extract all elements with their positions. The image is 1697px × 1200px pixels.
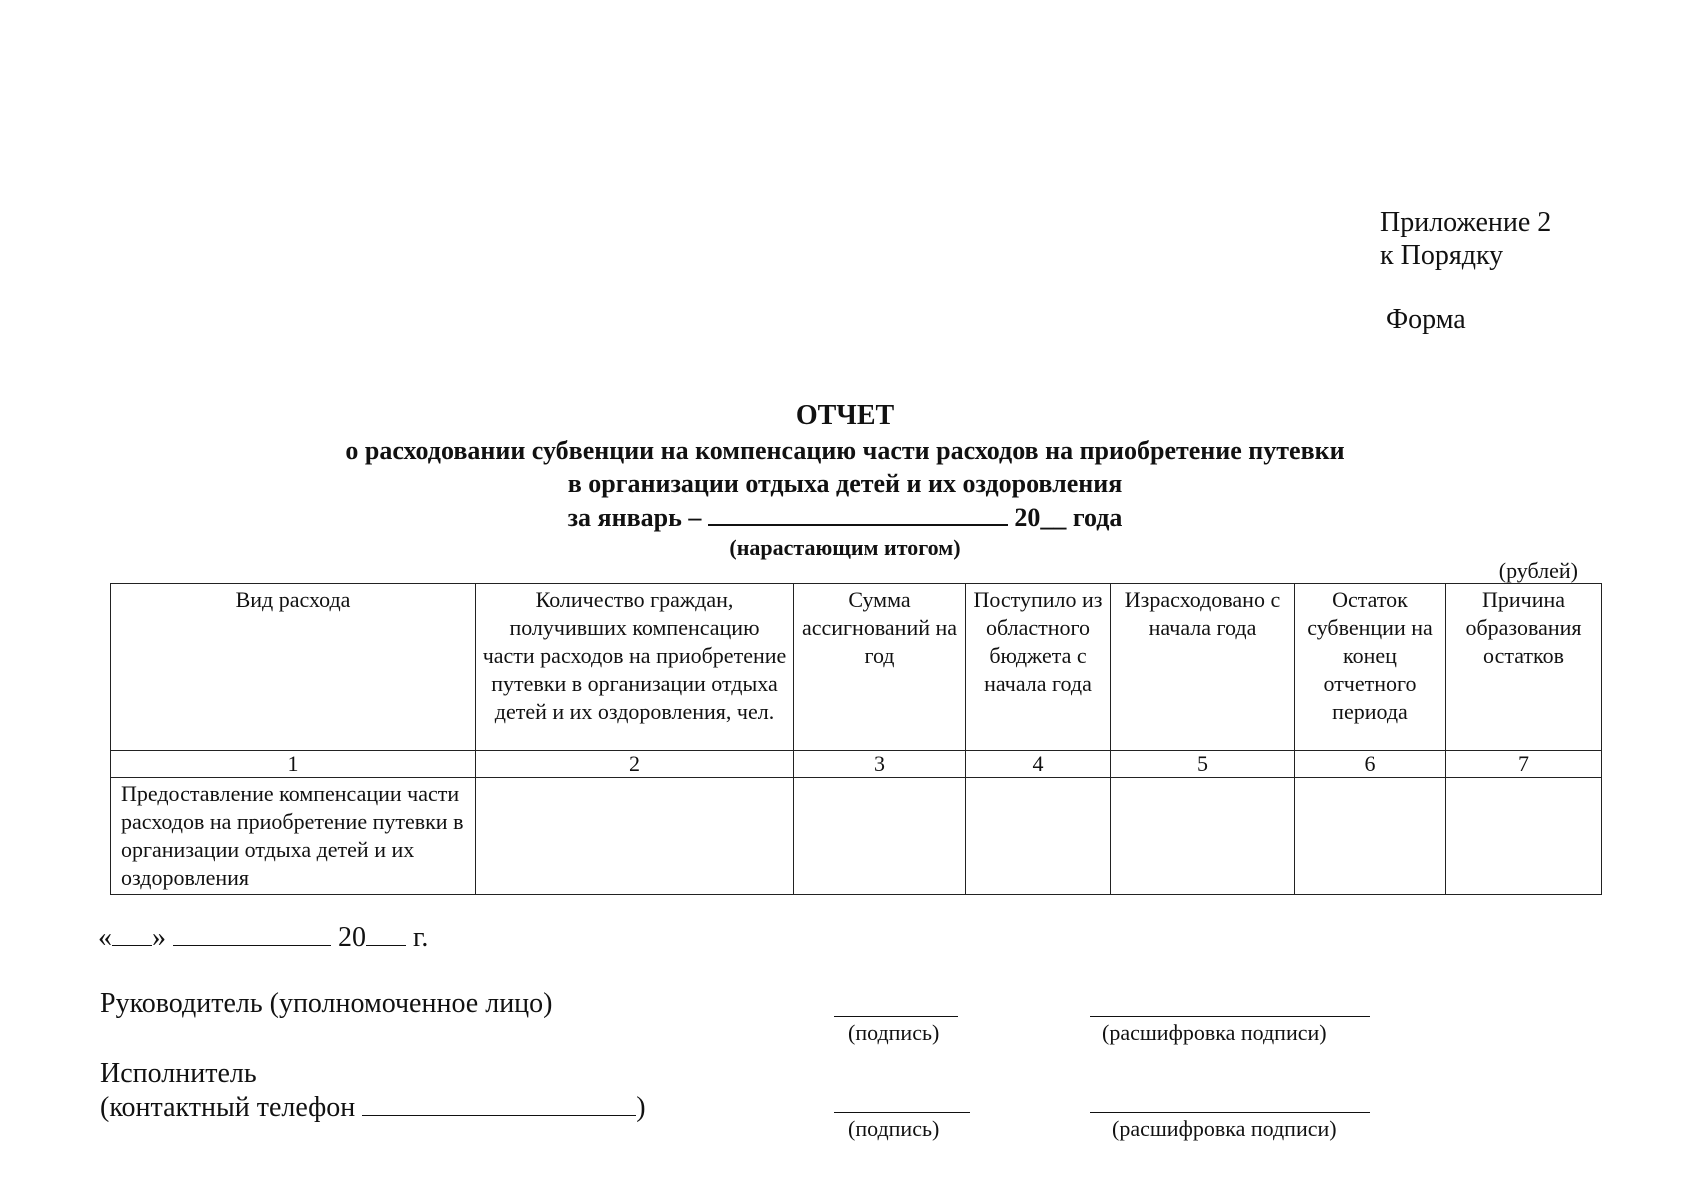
column-header: Израсходовано с начала года <box>1111 584 1295 751</box>
column-number: 1 <box>111 751 476 778</box>
report-heading: ОТЧЕТ <box>795 400 895 431</box>
units-note: (рублей) <box>1498 558 1578 583</box>
report-subtitle-line2: в организации отдыха детей и их оздоровления <box>567 469 1123 498</box>
date-day-blank[interactable] <box>112 923 152 946</box>
phone-label: (контактный телефон <box>100 1092 356 1123</box>
head-decoding-caption: (расшифровка подписи) <box>1102 1020 1327 1045</box>
form-label: Форма <box>1386 304 1466 335</box>
date-month-blank[interactable] <box>173 923 331 946</box>
column-header: Причина образования остатков <box>1446 584 1602 751</box>
expense-type-cell: Предоставление компенсации части расходов на приобретение путевки в организации отдыха детей и их оздоровления <box>111 778 476 895</box>
remaining-balance-cell[interactable] <box>1295 778 1446 895</box>
column-header: Вид расхода <box>111 584 476 751</box>
report-period <box>0 500 1690 534</box>
column-number: 7 <box>1446 751 1602 778</box>
head-signature-caption: (подпись) <box>848 1020 940 1045</box>
head-decoding-line[interactable] <box>1090 1016 1370 1017</box>
date-close-quote: » <box>152 922 166 953</box>
period-month-blank[interactable] <box>708 500 1008 526</box>
annual-allocation-cell[interactable] <box>794 778 966 895</box>
date-year-prefix: 20 <box>338 922 366 953</box>
column-number: 2 <box>476 751 794 778</box>
citizens-count-cell[interactable] <box>476 778 794 895</box>
column-header: Сумма ассигнований на год <box>794 584 966 751</box>
appendix-order: к Порядку <box>1380 240 1504 271</box>
balance-reason-cell[interactable] <box>1446 778 1602 895</box>
received-from-budget-cell[interactable] <box>966 778 1111 895</box>
cumulative-note: (нарастающим итогом) <box>729 535 961 560</box>
executor-label: Исполнитель <box>100 1058 257 1089</box>
report-table <box>110 583 1602 895</box>
column-header: Поступило из областного бюджета с начала года <box>966 584 1111 751</box>
head-label: Руководитель (уполномоченное лицо) <box>100 988 553 1019</box>
phone-close: ) <box>636 1092 646 1123</box>
date-year-suffix: г. <box>413 922 429 953</box>
period-year: 20__ года <box>1014 503 1123 532</box>
column-header: Остаток субвенции на конец отчетного периода <box>1295 584 1446 751</box>
table-header-row <box>111 584 1602 751</box>
executor-decoding-line[interactable] <box>1090 1112 1370 1113</box>
executor-phone <box>100 1092 646 1124</box>
appendix-number: Приложение 2 <box>1380 207 1552 238</box>
executor-decoding-caption: (расшифровка подписи) <box>1112 1116 1337 1141</box>
report-title-block <box>0 398 1690 562</box>
column-number: 4 <box>966 751 1111 778</box>
date-open-quote: « <box>98 922 112 953</box>
date-year-blank[interactable] <box>366 923 406 946</box>
executor-signature-line[interactable] <box>834 1112 970 1113</box>
table-row <box>111 778 1602 895</box>
spent-since-year-start-cell[interactable] <box>1111 778 1295 895</box>
report-subtitle-line1: о расходовании субвенции на компенсацию части расходов на приобретение путевки <box>345 436 1345 465</box>
appendix-reference <box>1380 206 1551 272</box>
executor-signature-caption: (подпись) <box>848 1116 940 1141</box>
column-number: 6 <box>1295 751 1446 778</box>
head-signature-line[interactable] <box>834 1016 958 1017</box>
column-number: 5 <box>1111 751 1295 778</box>
period-prefix: за январь – <box>567 503 702 532</box>
column-number-row <box>111 751 1602 778</box>
column-number: 3 <box>794 751 966 778</box>
column-header: Количество граждан, получивших компенсацию части расходов на приобретение путевки в организации отдыха детей и их оздоровления, чел. <box>476 584 794 751</box>
phone-blank[interactable] <box>362 1093 636 1116</box>
date-line <box>98 922 428 954</box>
